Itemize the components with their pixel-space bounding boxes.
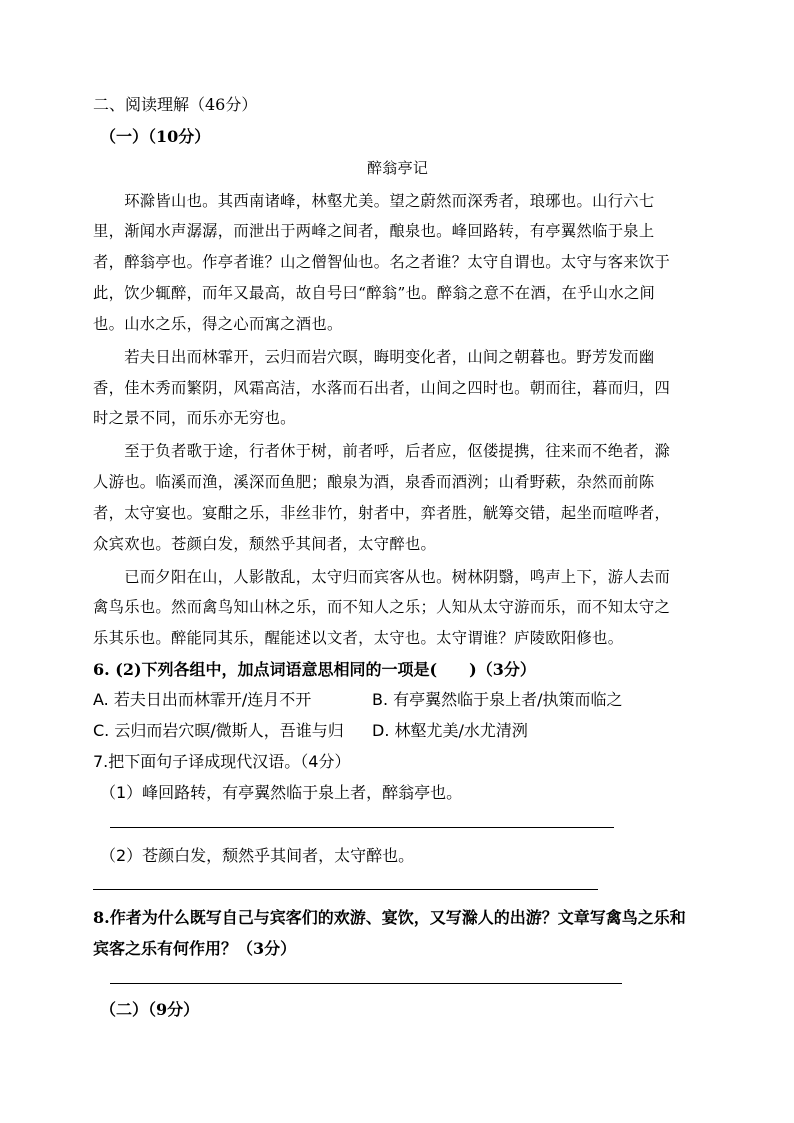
passage-line: 若夫日出而林霏开，云归而岩穴暝，晦明变化者，山间之朝暮也。野芳发而幽 bbox=[93, 348, 655, 366]
answer-line-3[interactable] bbox=[110, 983, 622, 984]
question-7-sentence-1: （1）峰回路转，有亭翼然临于泉上者，醉翁亭也。 bbox=[100, 783, 463, 802]
passage-line: 众宾欢也。苍颜白发，颓然乎其间者，太守醉也。 bbox=[93, 535, 437, 553]
passage-line: 人游也。临溪而渔，溪深而鱼肥；酿泉为酒，泉香而酒洌；山肴野蔌，杂然而前陈 bbox=[93, 473, 655, 491]
question-8-line-2: 宾客之乐有何作用？（3分） bbox=[93, 939, 297, 958]
passage-title: 醉翁亭记 bbox=[367, 159, 429, 177]
part-one-label: （一）（10分） bbox=[100, 127, 211, 146]
option-b: B. 有亭翼然临于泉上者/执策而临之 bbox=[372, 690, 623, 709]
option-c: C. 云归而岩穴暝/微斯人，吾谁与归 bbox=[93, 721, 344, 740]
passage-line: 至于负者歌于途，行者休于树，前者呼，后者应，伛偻提携，往来而不绝者，滁 bbox=[93, 442, 671, 460]
passage-line: 已而夕阳在山，人影散乱，太守归而宾客从也。树林阴翳，鸣声上下，游人去而 bbox=[93, 568, 671, 586]
section-title: 二、阅读理解（46分） bbox=[93, 95, 258, 114]
answer-line-1[interactable] bbox=[110, 827, 614, 828]
option-a: A. 若夫日出而林霏开/连月不开 bbox=[93, 690, 312, 709]
passage-line: 禽鸟乐也。然而禽鸟知山林之乐，而不知人之乐；人知从太守游而乐，而不知太守之 bbox=[93, 598, 671, 616]
passage-line: 者，醉翁亭也。作亭者谁？山之僧智仙也。名之者谁？太守自谓也。太守与客来饮于 bbox=[93, 253, 671, 271]
question-6-stem: 6. (2)下列各组中，加点词语意思相同的一项是( )（3分） bbox=[93, 660, 536, 679]
passage-line: 也。山水之乐，得之心而寓之酒也。 bbox=[93, 315, 343, 333]
answer-line-2[interactable] bbox=[93, 889, 598, 890]
passage-line: 里，渐闻水声潺潺，而泄出于两峰之间者，酿泉也。峰回路转，有亭翼然临于泉上 bbox=[93, 222, 655, 240]
option-d: D. 林壑尤美/水尤清洌 bbox=[372, 721, 528, 740]
passage-line: 时之景不同，而乐亦无穷也。 bbox=[93, 409, 296, 427]
passage-line: 香，佳木秀而繁阴，风霜高洁，水落而石出者，山间之四时也。朝而往，暮而归，四 bbox=[93, 379, 671, 397]
question-7-sentence-2: （2）苍颜白发，颓然乎其间者，太守醉也。 bbox=[100, 846, 415, 865]
question-8-line-1: 8.作者为什么既写自己与宾客们的欢游、宴饮，又写滁人的出游？文章写禽鸟之乐和 bbox=[93, 908, 686, 927]
question-7-stem: 7.把下面句子译成现代汉语。（4分） bbox=[93, 752, 351, 771]
passage-line: 此，饮少辄醉，而年又最高，故自号曰“醉翁”也。醉翁之意不在酒，在乎山水之间 bbox=[93, 284, 656, 302]
passage-line: 者，太守宴也。宴酣之乐，非丝非竹，射者中，弈者胜，觥筹交错，起坐而喧哗者， bbox=[93, 504, 671, 522]
passage-line: 乐其乐也。醉能同其乐，醒能述以文者，太守也。太守谓谁？庐陵欧阳修也。 bbox=[93, 629, 624, 647]
passage-line: 环滁皆山也。其西南诸峰，林壑尤美。望之蔚然而深秀者，琅琊也。山行六七 bbox=[93, 192, 655, 210]
part-two-label: （二）（9分） bbox=[100, 1000, 200, 1019]
